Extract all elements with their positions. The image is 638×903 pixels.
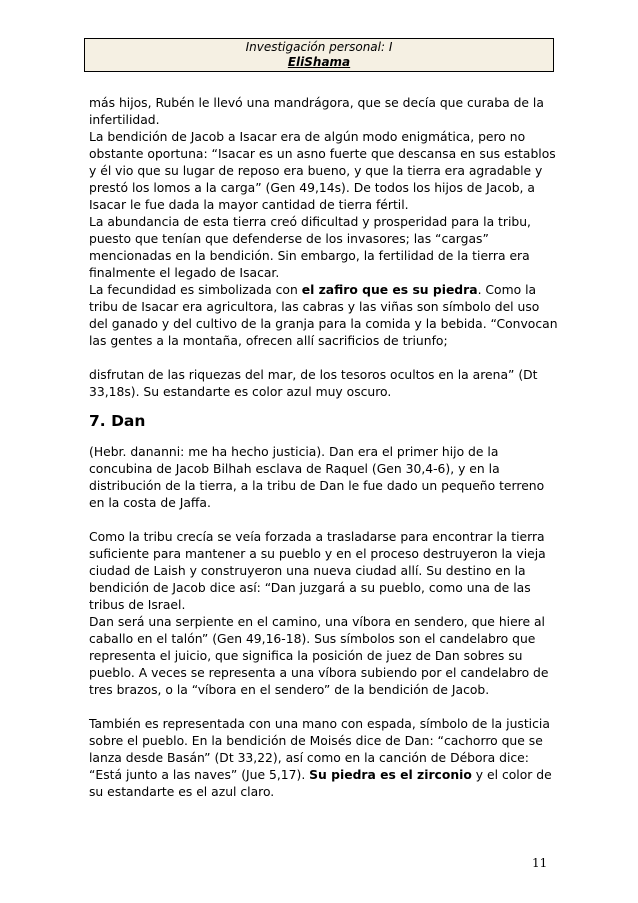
paragraph bbox=[89, 282, 559, 350]
bold-text: el zafiro que es su piedra bbox=[301, 283, 478, 297]
document-body bbox=[89, 95, 559, 801]
page-number: 11 bbox=[532, 856, 548, 870]
text-run: . Como la tribu de Isacar era agricultora, las cabras y las viñas son símbolo del uso del ganado y del cultivo de la granja para la comida y la bebida. “Convocan las gentes a la montaña, ofrecen allí sacrificios de triunfo; bbox=[89, 283, 558, 348]
header-author: EliShama bbox=[287, 55, 351, 69]
paragraph-gap bbox=[89, 350, 559, 367]
section-heading: 7. Dan bbox=[89, 412, 146, 430]
paragraph-gap bbox=[89, 699, 559, 716]
paragraph bbox=[89, 716, 559, 801]
paragraph: (Hebr. dananni: me ha hecho justicia). Dan era el primer hijo de la concubina de Jacob Bilhah esclava de Raquel (Gen 30,4-6), y en la distribución de la tierra, a la tribu de Dan le fue dado un pequeño terreno en la costa de Jaffa. bbox=[89, 445, 545, 510]
header-title: Investigación personal: I bbox=[245, 40, 393, 54]
text-run: La fecundidad es simbolizada con bbox=[89, 283, 302, 297]
paragraph: más hijos, Rubén le llevó una mandrágora, que se decía que curaba de la infertilidad. bbox=[89, 96, 544, 127]
page-header bbox=[84, 38, 554, 72]
paragraph-gap bbox=[89, 512, 559, 529]
paragraph: La bendición de Jacob a Isacar era de algún modo enigmática, pero no obstante oportuna: “Isacar es un asno fuerte que descansa en sus establos y él vio que su lugar de reposo era bueno, y que la tierra era agradable y prestó los lomos a la carga” (Gen 49,14s). De todos los hijos de Jacob, a Isacar le fue dada la mayor cantidad de tierra fértil. bbox=[89, 130, 556, 212]
paragraph: disfrutan de las riquezas del mar, de los tesoros ocultos en la arena” (Dt 33,18s). Su estandarte es color azul muy oscuro. bbox=[89, 368, 538, 399]
text-run: y el color de su estandarte es el azul claro. bbox=[89, 768, 552, 799]
paragraph: Dan será una serpiente en el camino, una víbora en sendero, que hiere al caballo en el talón” (Gen 49,16-18). Sus símbolos son el candelabro que representa el juicio, que significa la posición de juez de Dan sobres su pueblo. A veces se representa a una víbora subiendo por el candelabro de tres brazos, o la “víbora en el sendero” de la bendición de Jacob. bbox=[89, 615, 549, 697]
paragraph: Como la tribu crecía se veía forzada a trasladarse para encontrar la tierra suficiente para mantener a su pueblo y en el proceso destruyeron la vieja ciudad de Laish y construyeron una nueva ciudad allí. Su destino en la bendición de Jacob dice así: “Dan juzgará a su pueblo, como una de las tribus de Israel. bbox=[89, 530, 546, 612]
paragraph: La abundancia de esta tierra creó dificultad y prosperidad para la tribu, puesto que tenían que defenderse de los invasores; las “cargas” mencionadas en la bendición. Sin embargo, la fertilidad de la tierra era finalmente el legado de Isacar. bbox=[89, 215, 531, 280]
bold-text: Su piedra es el zirconio bbox=[309, 768, 472, 782]
text-run: También es representada con una mano con espada, símbolo de la justicia sobre el pueblo. En la bendición de Moisés dice de Dan: “cachorro que se lanza desde Basán” (Dt 33,22), así como en la canción de Débora dice: “Está junto a las naves” (Jue 5,17). bbox=[89, 717, 550, 782]
